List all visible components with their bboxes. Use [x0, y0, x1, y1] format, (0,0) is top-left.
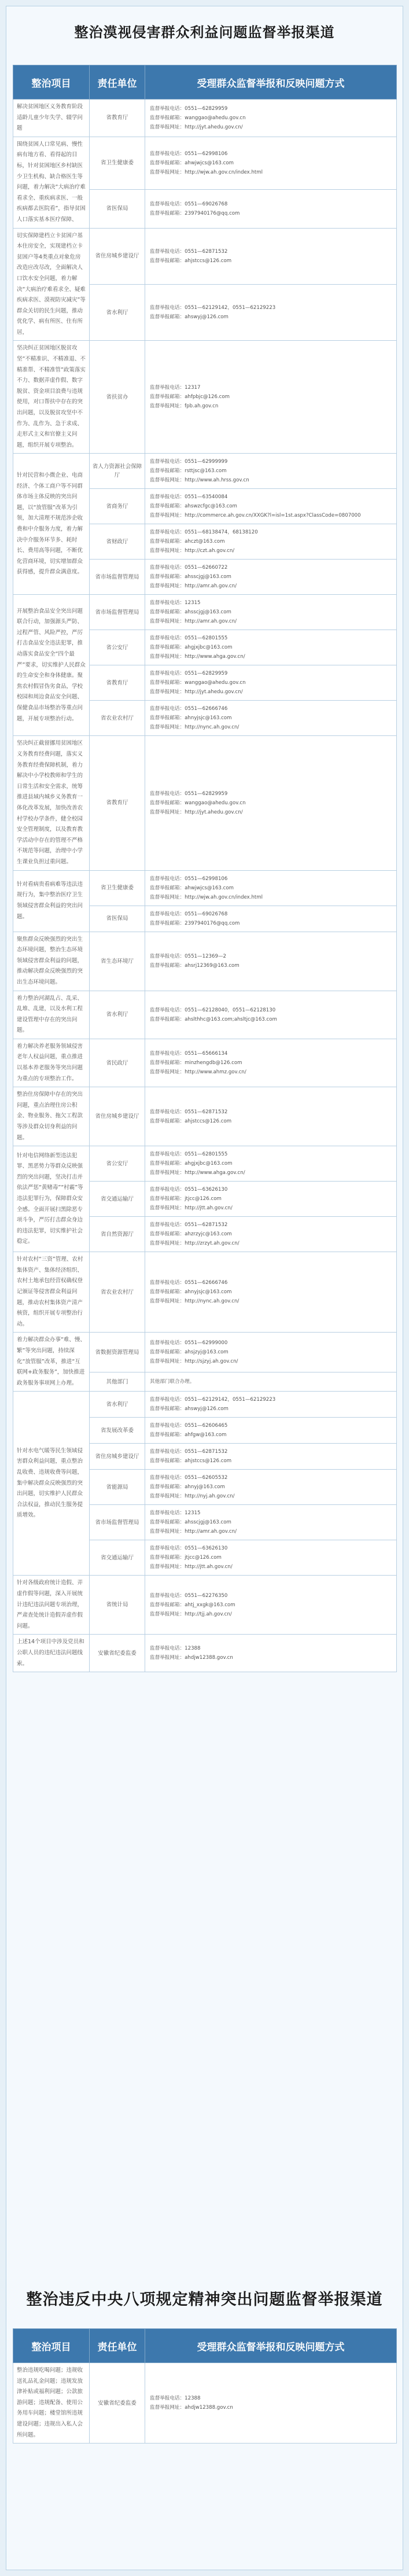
item-cell: 着力整治河湖乱占、乱采、乱堆、乱建，以及水利工程建设管理中存在的突出问题。 [13, 991, 90, 1039]
header-channel: 受理群众监督举报和反映问题方式 [145, 2329, 397, 2363]
unit-cell: 省市场监督管理局 [90, 1505, 145, 1540]
item-cell: 聚焦群众反映强烈的突出生态环境问题，整治生态环境领域侵害群众利益的问题，推动解决群众反映强烈的突出生态环境问题。 [13, 932, 90, 991]
channel-cell: 监督举报电话：0551—62276350 监督举报邮箱：ahtj_xxgk@163.com 监督举报网址：http://tjj.ah.gov.cn/ [145, 1576, 397, 1635]
unit-cell: 省商务厅 [90, 489, 145, 524]
channel-cell: 监督举报电话：12315 监督举报邮箱：ahsscjgj@163.com 监督举报网址：http://amr.ah.gov.cn/ [145, 595, 397, 630]
channel-cell: 监督举报电话：0551—62129142，0551—62129223 监督举报邮箱：ahswyj@126.com [145, 285, 397, 341]
table-body [13, 2363, 397, 2443]
unit-cell: 省市场监督管理局 [90, 560, 145, 595]
header-channel: 受理群众监督举报和反映问题方式 [145, 65, 397, 100]
item-cell: 解决贫困地区义务教育阶段适龄儿童少年失学、辍学问题 [13, 100, 90, 137]
channels-table [13, 65, 397, 1672]
unit-cell: 省住房城乡建设厅 [90, 228, 145, 284]
unit-cell: 省住房城乡建设厅 [90, 1444, 145, 1470]
unit-cell: 省教育厅 [90, 665, 145, 701]
unit-cell: 省能源局 [90, 1470, 145, 1505]
header-unit: 责任单位 [90, 2329, 145, 2363]
unit-cell: 省交通运输厅 [90, 1540, 145, 1576]
unit-cell: 省水利厅 [90, 285, 145, 341]
channel-cell: 监督举报电话：0551—62871532 监督举报邮箱：ahjstccs@126.com [145, 1444, 397, 1470]
item-cell: 围绕贫困人口常见病、慢性病有地方看、看得起的目标，针对贫困地区乡村缺医少卫生机构、缺合格医生等问题，着力解决“大病治疗难看求全、重疾病求医、一般疾病都去医院看”，指导贫困人口落实基本医疗保障、 [13, 137, 90, 228]
item-cell: 针对水电气暖等民生领域侵害群众利益问题，重点整治乱收费、违规收费等问题，集中解决群众反映强烈的突出问题，切实维护人民群众合法权益，推动民生服务提质增效。 [13, 1392, 90, 1576]
unit-cell: 省医保局 [90, 189, 145, 228]
unit-cell: 省数据资源管理局 [90, 1333, 145, 1372]
table-row [13, 1333, 397, 1372]
item-cell: 切实保障建档立卡贫困户基本住房安全，实现建档立卡贫困户等4类重点对象危房改造应改尽改，全面解决人口饮水安全问题，着力解决“大病治疗难看求全、疑难疾病求医、漠视防灾减灾”等群众关切的民生问题，推动优化学、病有所医、住有所居， [13, 228, 90, 341]
table-row [13, 1087, 397, 1146]
channel-cell: 监督举报电话：0551—63626130 监督举报邮箱：jtjcc@126.com 监督举报网址：http://jtt.ah.gov.cn/ [145, 1540, 397, 1576]
unit-cell: 省自然资源厅 [90, 1217, 145, 1252]
section-title: 整治违反中央八项规定精神突出问题监督举报渠道 [26, 2291, 383, 2309]
unit-cell: 省统计局 [90, 1576, 145, 1635]
unit-cell: 省农业农村厅 [90, 701, 145, 736]
unit-cell: 省民政厅 [90, 1039, 145, 1087]
table-row [13, 1576, 397, 1635]
table-row [13, 870, 397, 906]
item-cell: 坚决纠正贫困地区脱贫攻坚“不精准识、不精准退、不精准帮、不精准管”政策落实不力、数据弄虚作假、数字脱贫、资金项目浪费与违规使用，对口帮扶中存在的突出问题，以及脱贫攻坚中不作为、乱作为、急于求成、走形式主义和官僚主义问题，组织开展专项整治。 [13, 341, 90, 454]
unit-cell: 省卫生健康委 [90, 870, 145, 906]
unit-cell: 省交通运输厅 [90, 1182, 145, 1217]
table-row [13, 1039, 397, 1087]
channel-cell: 监督举报电话：0551—62666746 监督举报邮箱：ahnyjsjc@163.com 监督举报网址：http://nync.ah.gov.cn/ [145, 701, 397, 736]
table-row [13, 736, 397, 870]
channel-cell: 监督举报电话：0551—62660722 监督举报邮箱：ahsscjgj@163.com 监督举报网址：http://amr.ah.gov.cn/ [145, 560, 397, 595]
channel-cell: 监督举报电话：0551—65666134 监督举报邮箱：minzhengdb@126.com 监督举报网址：http://www.ahmz.gov.cn/ [145, 1039, 397, 1087]
unit-cell: 省人力资源社会保障厅 [90, 454, 145, 489]
unit-cell: 省住房城乡建设厅 [90, 1087, 145, 1146]
channel-cell: 监督举报电话：0551—62129142，0551—62129223 监督举报邮箱：ahswyj@126.com [145, 1392, 397, 1418]
channel-cell: 监督举报电话：0551—69026768 监督举报邮箱：2397940176@qq.com [145, 906, 397, 932]
channel-cell: 监督举报电话：0551—62999000 监督举报邮箱：ahsjzyj@163.com 监督举报网址：http://sjzyj.ah.gov.cn/ [145, 1333, 397, 1372]
channel-cell: 监督举报电话：0551—62871532 监督举报邮箱：ahjstccs@126.com [145, 1087, 397, 1146]
unit-cell: 省财政厅 [90, 524, 145, 560]
channel-cell: 监督举报电话：0551—63540084 监督举报邮箱：ahswzcfgc@163.com 监督举报网址：http://commerce.ah.gov.cn/XXGK?l=isl=1st.aspx?ClassCode=0807000 [145, 489, 397, 524]
unit-cell: 省扶贫办 [90, 341, 145, 454]
channel-cell: 监督举报电话：0551—69026768 监督举报邮箱：2397940176@qq.com [145, 189, 397, 228]
unit-cell: 省教育厅 [90, 736, 145, 870]
table-row [13, 932, 397, 991]
item-cell: 针对看病贵看病难等违法违规行为，集中整治医疗卫生领域侵害群众利益的突出问题。 [13, 870, 90, 932]
unit-cell: 安徽省纪委监委 [90, 1635, 145, 1672]
table-row [13, 1146, 397, 1182]
channel-cell: 监督举报电话：0551—12369—2 监督举报邮箱：ahsrj12369@163.com [145, 932, 397, 991]
unit-cell: 省生态环境厅 [90, 932, 145, 991]
item-cell: 整治住房保障中存在的突出问题，重点治理住房公积金、物业服务、拖欠工程款等涉及群众切身利益的问题。 [13, 1087, 90, 1146]
channel-cell: 监督举报电话：0551—62128040，0551—62128130 监督举报邮箱：ahslthhc@163.com;ahsltjc@163.com [145, 991, 397, 1039]
channel-cell: 监督举报电话：0551—62801555 监督举报邮箱：ahgjxjbc@163.com 监督举报网址：http://www.ahga.gov.cn/ [145, 630, 397, 665]
item-cell: 针对农村“三资”管理、农村集体资产、集体经济组织、农村土地承包经营权确权登记颁证等侵害群众利益问题，推动农村集体资产清产核资，组织开展专项整治行动。 [13, 1252, 90, 1333]
unit-cell: 省卫生健康委 [90, 137, 145, 189]
channels-table-2 [13, 2328, 397, 2443]
channel-cell: 监督举报电话：0551—62801555 监督举报邮箱：ahgjxjbc@163.com 监督举报网址：http://www.ahga.gov.cn/ [145, 1146, 397, 1182]
table-row [13, 341, 397, 454]
unit-cell: 安徽省纪委监委 [90, 2363, 145, 2443]
header-item: 整治项目 [13, 2329, 90, 2363]
header-item: 整治项目 [13, 65, 90, 100]
channel-cell: 监督举报电话：0551—62998106 监督举报邮箱：ahwjwjcs@163.com 监督举报网址：http://wjw.ah.gov.cn/index.html [145, 137, 397, 189]
channel-cell: 监督举报电话：0551—62829959 监督举报邮箱：wanggao@ahedu.gov.cn 监督举报网址：http://jyt.ahedu.gov.cn/ [145, 736, 397, 870]
channel-cell: 监督举报电话：0551—62829959 监督举报邮箱：wanggao@ahedu.gov.cn 监督举报网址：http://jyt.ahedu.gov.cn/ [145, 665, 397, 701]
channel-cell: 监督举报电话：0551—62871532 监督举报邮箱：ahjstccs@126.com [145, 228, 397, 284]
table-header-row [13, 65, 397, 100]
page-title: 整治漠视侵害群众利益问题监督举报渠道 [74, 24, 335, 41]
unit-cell: 省水利厅 [90, 1392, 145, 1418]
unit-cell: 省公安厅 [90, 1146, 145, 1182]
item-cell: 上述14个项目中涉及党员和公职人员的违纪违法问题线索。 [13, 1635, 90, 1672]
channel-cell: 监督举报电话：0551—62829959 监督举报邮箱：wanggao@ahedu.gov.cn 监督举报网址：http://jyt.ahedu.gov.cn/ [145, 100, 397, 137]
unit-cell: 省水利厅 [90, 991, 145, 1039]
channel-cell: 监督举报电话：0551—62871532 监督举报邮箱：ahzrzyjc@163.com 监督举报网址：http://zrzyt.ah.gov.cn/ [145, 1217, 397, 1252]
item-cell: 开展整治食品安全突出问题联合行动，加强源头严防、过程严管、风险严控，严厉打击食品安全违法犯罪，推动落实食品安全“四个最严”要求，切实维护人民群众的生命安全和身体健康。聚焦农村假冒伪劣食品，学校校园和周边食品安全问题、保健食品市场整治等重点问题，开展专项整治行动。 [13, 595, 90, 736]
channel-cell: 监督举报电话：0551—62998106 监督举报邮箱：ahwjwjcs@163.com 监督举报网址：http://wjw.ah.gov.cn/index.html [145, 870, 397, 906]
table-row [13, 595, 397, 630]
unit-cell: 省公安厅 [90, 630, 145, 665]
table-row [13, 100, 397, 137]
table-row [13, 2363, 397, 2443]
table-row [13, 137, 397, 189]
table-row [13, 1392, 397, 1418]
table-body [13, 100, 397, 1672]
channel-cell: 其他部门联合办理。 [145, 1372, 397, 1392]
channel-cell: 监督举报电话：12388 监督举报网址：ahdjw12388.gov.cn [145, 1635, 397, 1672]
unit-cell: 省农业农村厅 [90, 1252, 145, 1333]
channel-cell: 监督举报电话：0551—63626130 监督举报邮箱：jtjcc@126.com 监督举报网址：http://jtt.ah.gov.cn/ [145, 1182, 397, 1217]
header-unit: 责任单位 [90, 65, 145, 100]
channel-cell: 监督举报电话：0551—62666746 监督举报邮箱：ahnyjsjc@163.com 监督举报网址：http://nync.ah.gov.cn/ [145, 1252, 397, 1333]
item-cell: 针对电信网络新型违法犯罪、黑恶势力等群众反映强烈的突出问题，坚决打击并依法严惩“黄赌毒”“村霸”等违法犯罪行为，保障群众安全感。全面开展扫黑除恶专项斗争，严厉打击群众身边的违法犯罪，切实维护社会稳定。 [13, 1146, 90, 1252]
channel-cell: 监督举报电话：0551—62605532 监督举报邮箱：ahnyj@163.com 监督举报网址：http://nyj.ah.gov.cn/ [145, 1470, 397, 1505]
table-row [13, 1635, 397, 1672]
table-row [13, 228, 397, 284]
table-row [13, 991, 397, 1039]
unit-cell: 其他部门 [90, 1372, 145, 1392]
channel-cell: 监督举报电话：12388 监督举报网址：ahdjw12388.gov.cn [145, 2363, 397, 2443]
item-cell: 坚决纠正截留挪用贫困地区义务教育经费问题，落实义务教育经费保障机制，着力解决中小学校教师和学生的日常生活和安全需求，统筹推进县域内城乡义务教育一体化改革发展，加快改善农村学校办学条件，健全校园安全管理制度，以及教育教学活动中存在的管理不严格不规范等问题，治理中小学生课业负担过重问题。 [13, 736, 90, 870]
unit-cell: 省发展改革委 [90, 1418, 145, 1444]
item-cell: 针对各级政府统计造假、弄虚作假等问题，深入开展统计违纪违法问题专项治理，严肃查处统计造假弄虚作假问题。 [13, 1576, 90, 1635]
item-cell: 着力解决养老服务领域侵害老年人权益问题，重点推进以基本养老服务等突出问题为重点的专项整治工作。 [13, 1039, 90, 1087]
item-cell: 针对民营和小微企业、电商经济、个体工商户等不同群体市场主体反映的突出问题，以“放管服”改革为引领，加大清理不规范涉企收费和中介服务力度，着力解决中介服务环节多、耗时长、费用高等问题，不断优化营商环境，切实增加群众获得感，提升群众满意度。 [13, 454, 90, 595]
table-header-row [13, 2329, 397, 2363]
item-cell: 着力解决群众办事“难、慢、繁”等突出问题，持续深化“放管服”改革，推进“互联网+政务服务”，加快推进政务服务事项网上办理。 [13, 1333, 90, 1392]
channel-cell: 监督举报电话：0551—62606465 监督举报邮箱：ahfgw@163.com [145, 1418, 397, 1444]
unit-cell: 省市场监督管理局 [90, 595, 145, 630]
item-cell: 整治违规吃喝问题；违规收送礼品礼金问题；违规发放津补贴或福利问题；公款旅游问题；违规配备、使用公务用车问题；楼堂馆所违规建设问题；违规出入私人会所问题。 [13, 2363, 90, 2443]
table-row [13, 454, 397, 489]
table-row [13, 1252, 397, 1333]
channel-cell: 监督举报电话：12317 监督举报邮箱：ahfpbjc@126.com 监督举报网址：fpb.ah.gov.cn [145, 341, 397, 454]
unit-cell: 省医保局 [90, 906, 145, 932]
channel-cell: 监督举报电话：12315 监督举报邮箱：ahsscjgj@163.com 监督举报网址：http://amr.ah.gov.cn/ [145, 1505, 397, 1540]
channel-cell: 监督举报电话：0551—62999999 监督举报邮箱：rsttjsc@163.com 监督举报网址：http://www.ah.hrss.gov.cn [145, 454, 397, 489]
unit-cell: 省教育厅 [90, 100, 145, 137]
channel-cell: 监督举报电话：0551—68138474，68138120 监督举报邮箱：ahczt@163.com 监督举报网址：http://czt.ah.gov.cn/ [145, 524, 397, 560]
